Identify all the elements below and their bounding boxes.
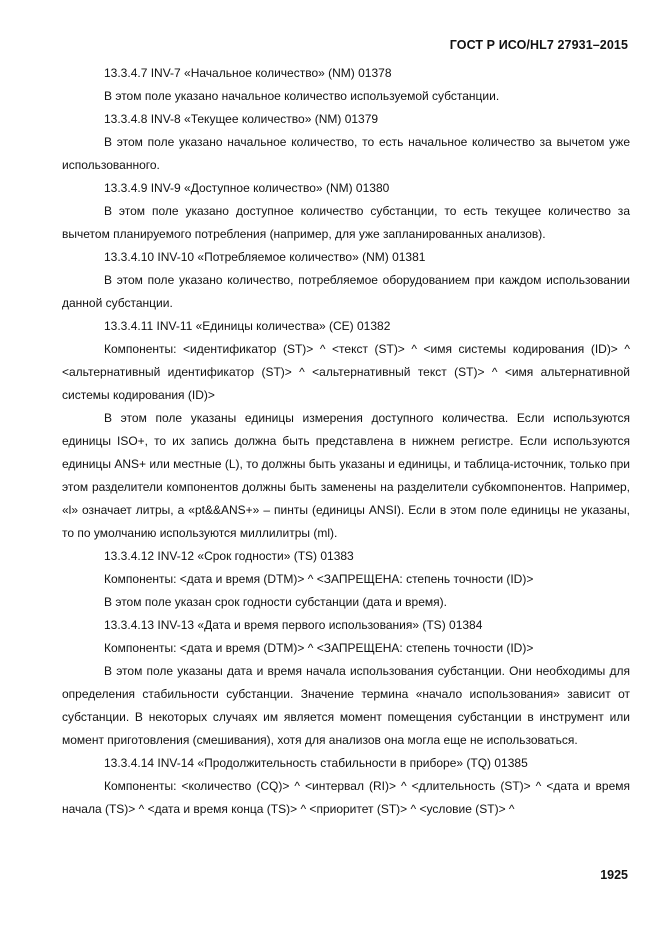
- components-paragraph: Компоненты: <идентификатор (ST)> ^ <текст (ST)> ^ <имя системы кодирования (ID)> ^ <альтернативный идентификатор (ST)> ^ <альтернативный текст (ST)> ^ <имя альтернативной системы кодирования (ID)>: [62, 342, 630, 402]
- section-heading: 13.3.4.13 INV-13 «Дата и время первого использования» (TS) 01384: [104, 618, 483, 632]
- components-paragraph: Компоненты: <количество (CQ)> ^ <интервал (RI)> ^ <длительность (ST)> ^ <дата и время начала (TS)> ^ <дата и время конца (TS)> ^ <приоритет (ST)> ^ <условие (ST)> ^: [62, 779, 630, 816]
- section-heading: 13.3.4.7 INV-7 «Начальное количество» (NM) 01378: [104, 66, 392, 80]
- body-paragraph: В этом поле указано количество, потребляемое оборудованием при каждом использовании данной субстанции.: [62, 273, 630, 310]
- body-paragraph: В этом поле указаны дата и время начала использования субстанции. Они необходимы для определения стабильности субстанции. Значение термина «начало использования» зависит от субстанции. В некоторых случаях им является момент помещения субстанции в инструмент или момент приготовления (смешивания), хотя для анализов она могла еще не использоваться.: [62, 664, 630, 747]
- body-paragraph: В этом поле указано доступное количество субстанции, то есть текущее количество за вычетом планируемого потребления (например, для уже запланированных анализов).: [62, 204, 630, 241]
- section-heading: 13.3.4.14 INV-14 «Продолжительность стабильности в приборе» (TQ) 01385: [104, 756, 528, 770]
- section-heading: 13.3.4.10 INV-10 «Потребляемое количество» (NM) 01381: [104, 250, 426, 264]
- body-paragraph: В этом поле указаны единицы измерения доступного количества. Если используются единицы ISO+, то их запись должна быть представлена в нижнем регистре. Если используются единицы ANS+ или местные (L), то должны быть указаны и единицы, и таблица-источник, только при этом разделители компонентов должны быть заменены на разделители субкомпонентов. Например, «l» означает литры, а «pt&&ANS+» – пинты (единицы ANSI). Если в этом поле единицы не указаны, то по умолчанию используются миллилитры (ml).: [62, 411, 630, 540]
- body-paragraph: В этом поле указан срок годности субстанции (дата и время).: [104, 595, 447, 609]
- components-paragraph: Компоненты: <дата и время (DTM)> ^ <ЗАПРЕЩЕНА: степень точности (ID)>: [104, 572, 534, 586]
- document-body: [62, 62, 630, 821]
- components-paragraph: Компоненты: <дата и время (DTM)> ^ <ЗАПРЕЩЕНА: степень точности (ID)>: [104, 641, 534, 655]
- section-heading: 13.3.4.8 INV-8 «Текущее количество» (NM) 01379: [104, 112, 379, 126]
- body-paragraph: В этом поле указано начальное количество используемой субстанции.: [104, 89, 500, 103]
- section-heading: 13.3.4.9 INV-9 «Доступное количество» (NM) 01380: [104, 181, 390, 195]
- section-heading: 13.3.4.11 INV-11 «Единицы количества» (CE) 01382: [104, 319, 391, 333]
- body-paragraph: В этом поле указано начальное количество, то есть начальное количество за вычетом уже использованного.: [62, 135, 630, 172]
- page-number: 1925: [600, 868, 628, 882]
- section-heading: 13.3.4.12 INV-12 «Срок годности» (TS) 01383: [104, 549, 354, 563]
- standard-header: ГОСТ Р ИСО/HL7 27931–2015: [449, 38, 628, 52]
